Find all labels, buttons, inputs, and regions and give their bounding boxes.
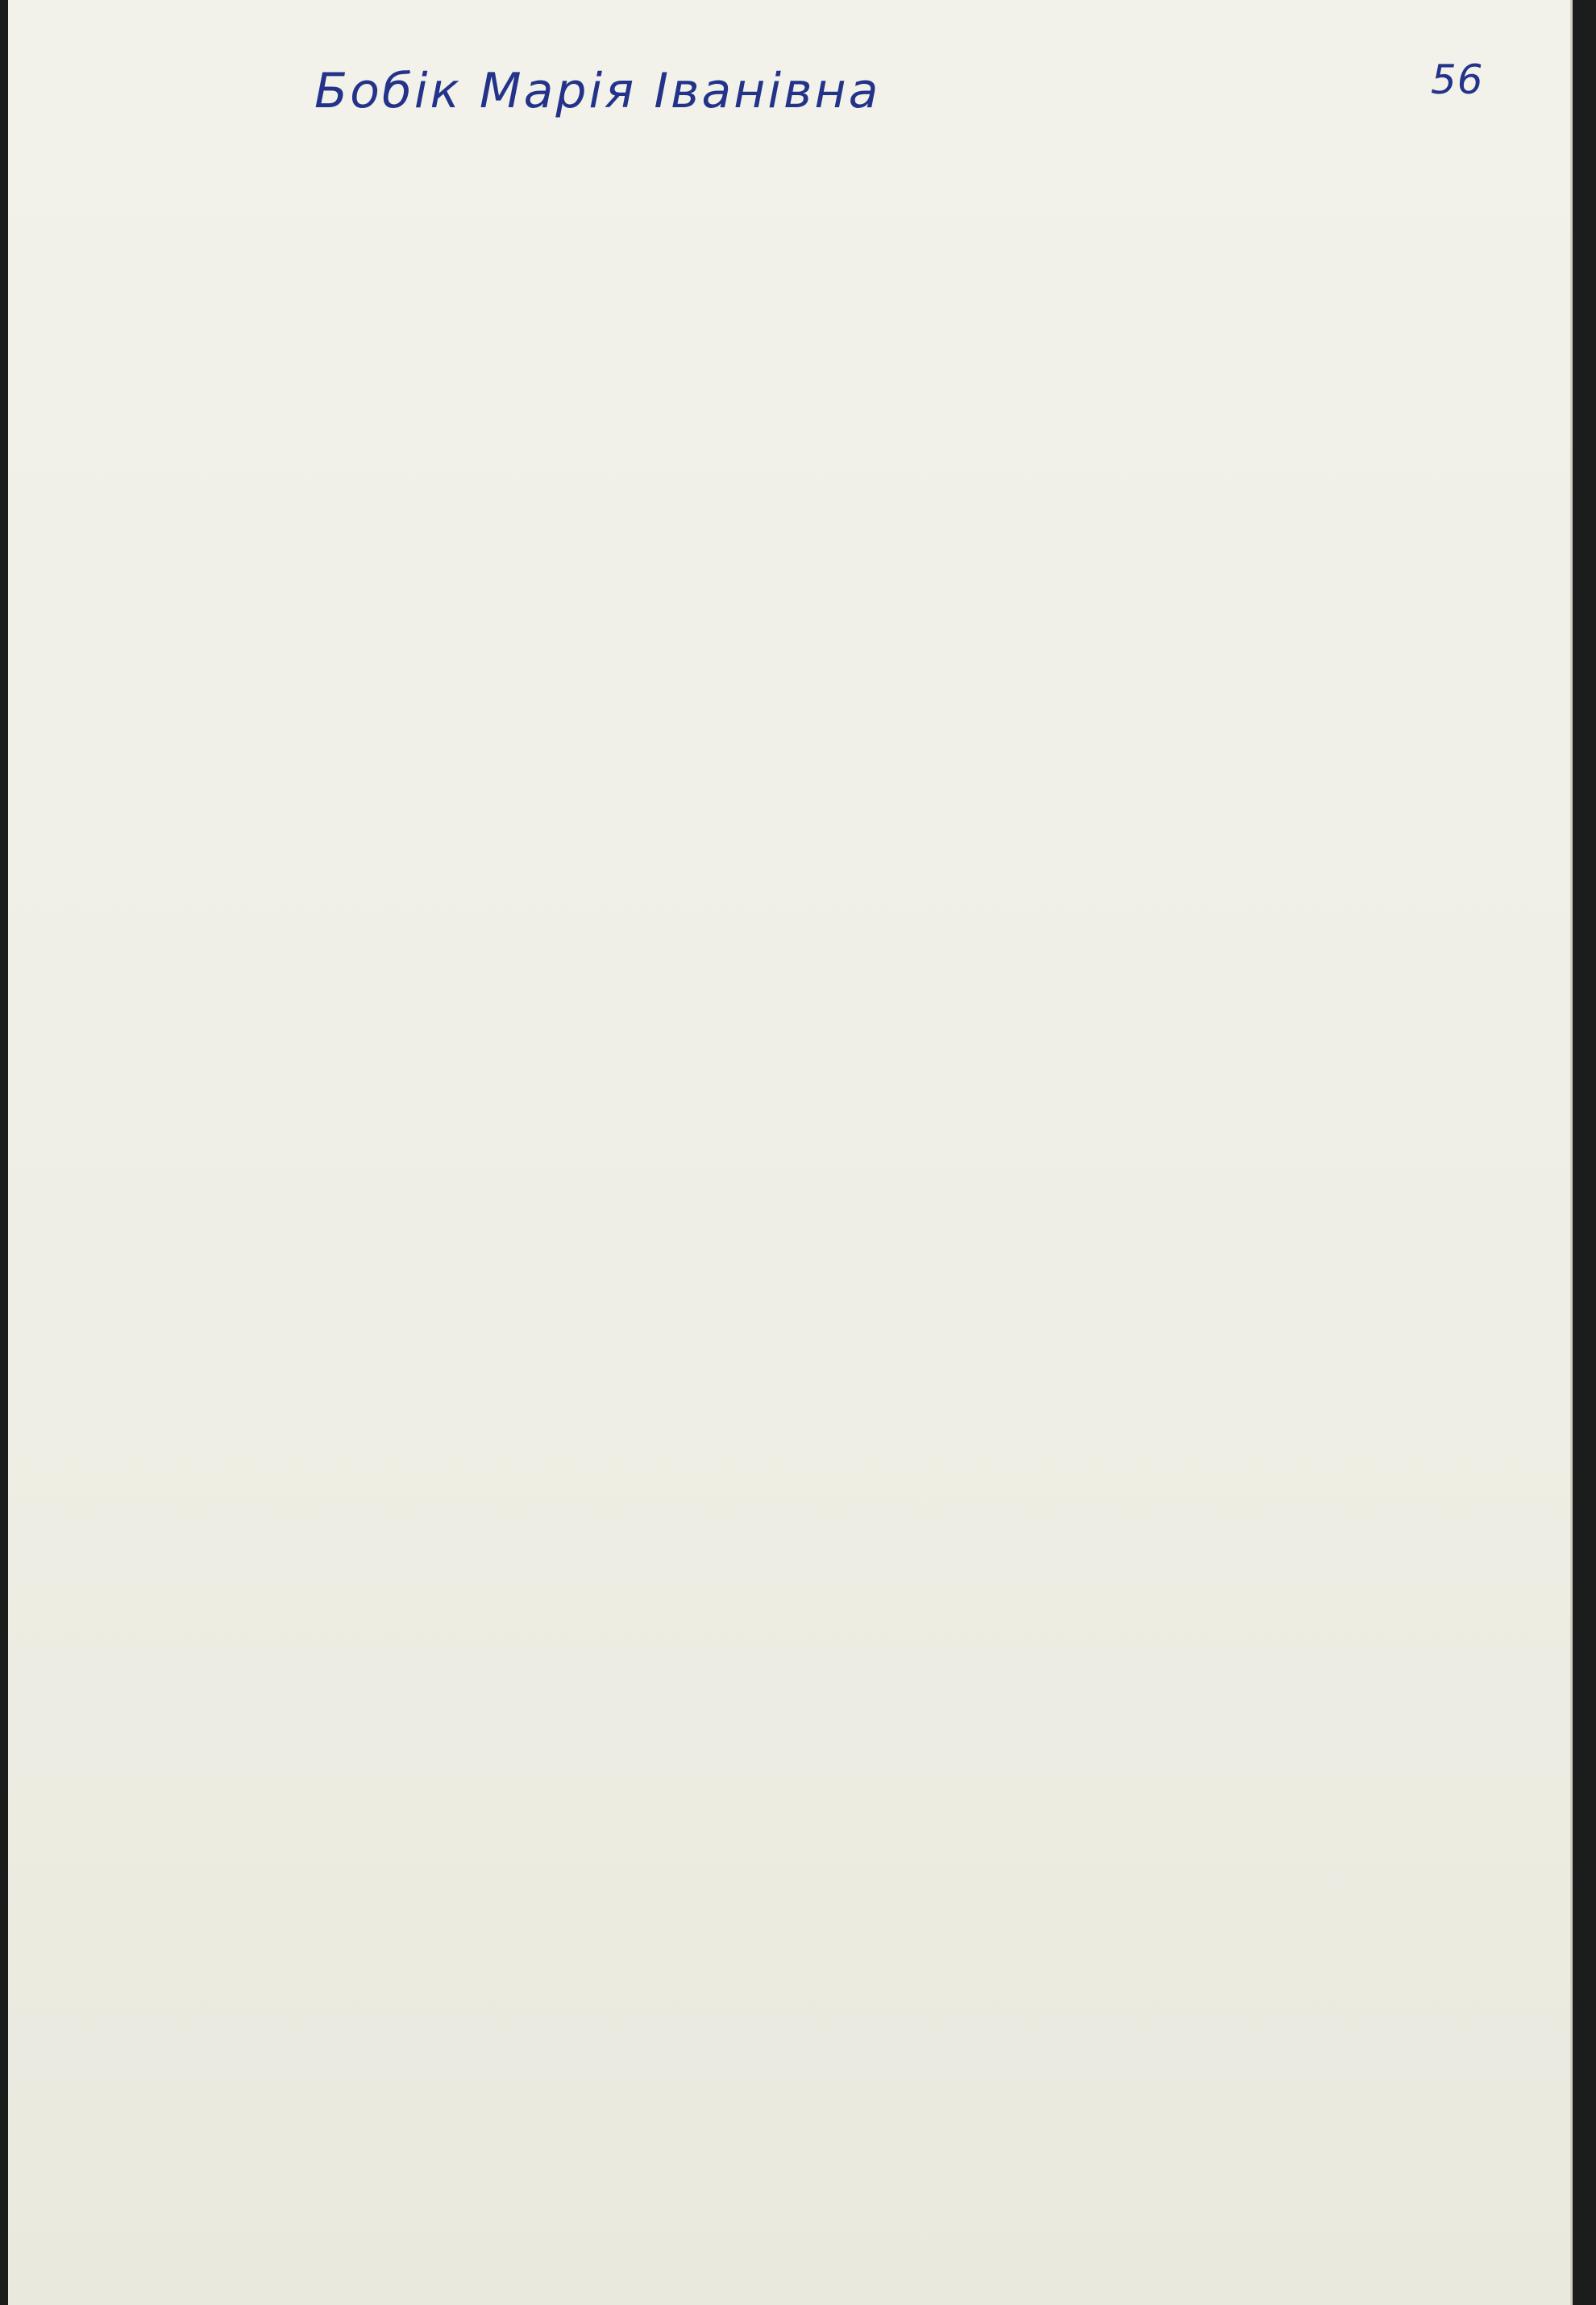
page-number: 56 (1431, 56, 1484, 103)
respondent-name-header: Бобік Марія Іванівна (314, 63, 881, 119)
questionnaire-page (8, 0, 1573, 2305)
